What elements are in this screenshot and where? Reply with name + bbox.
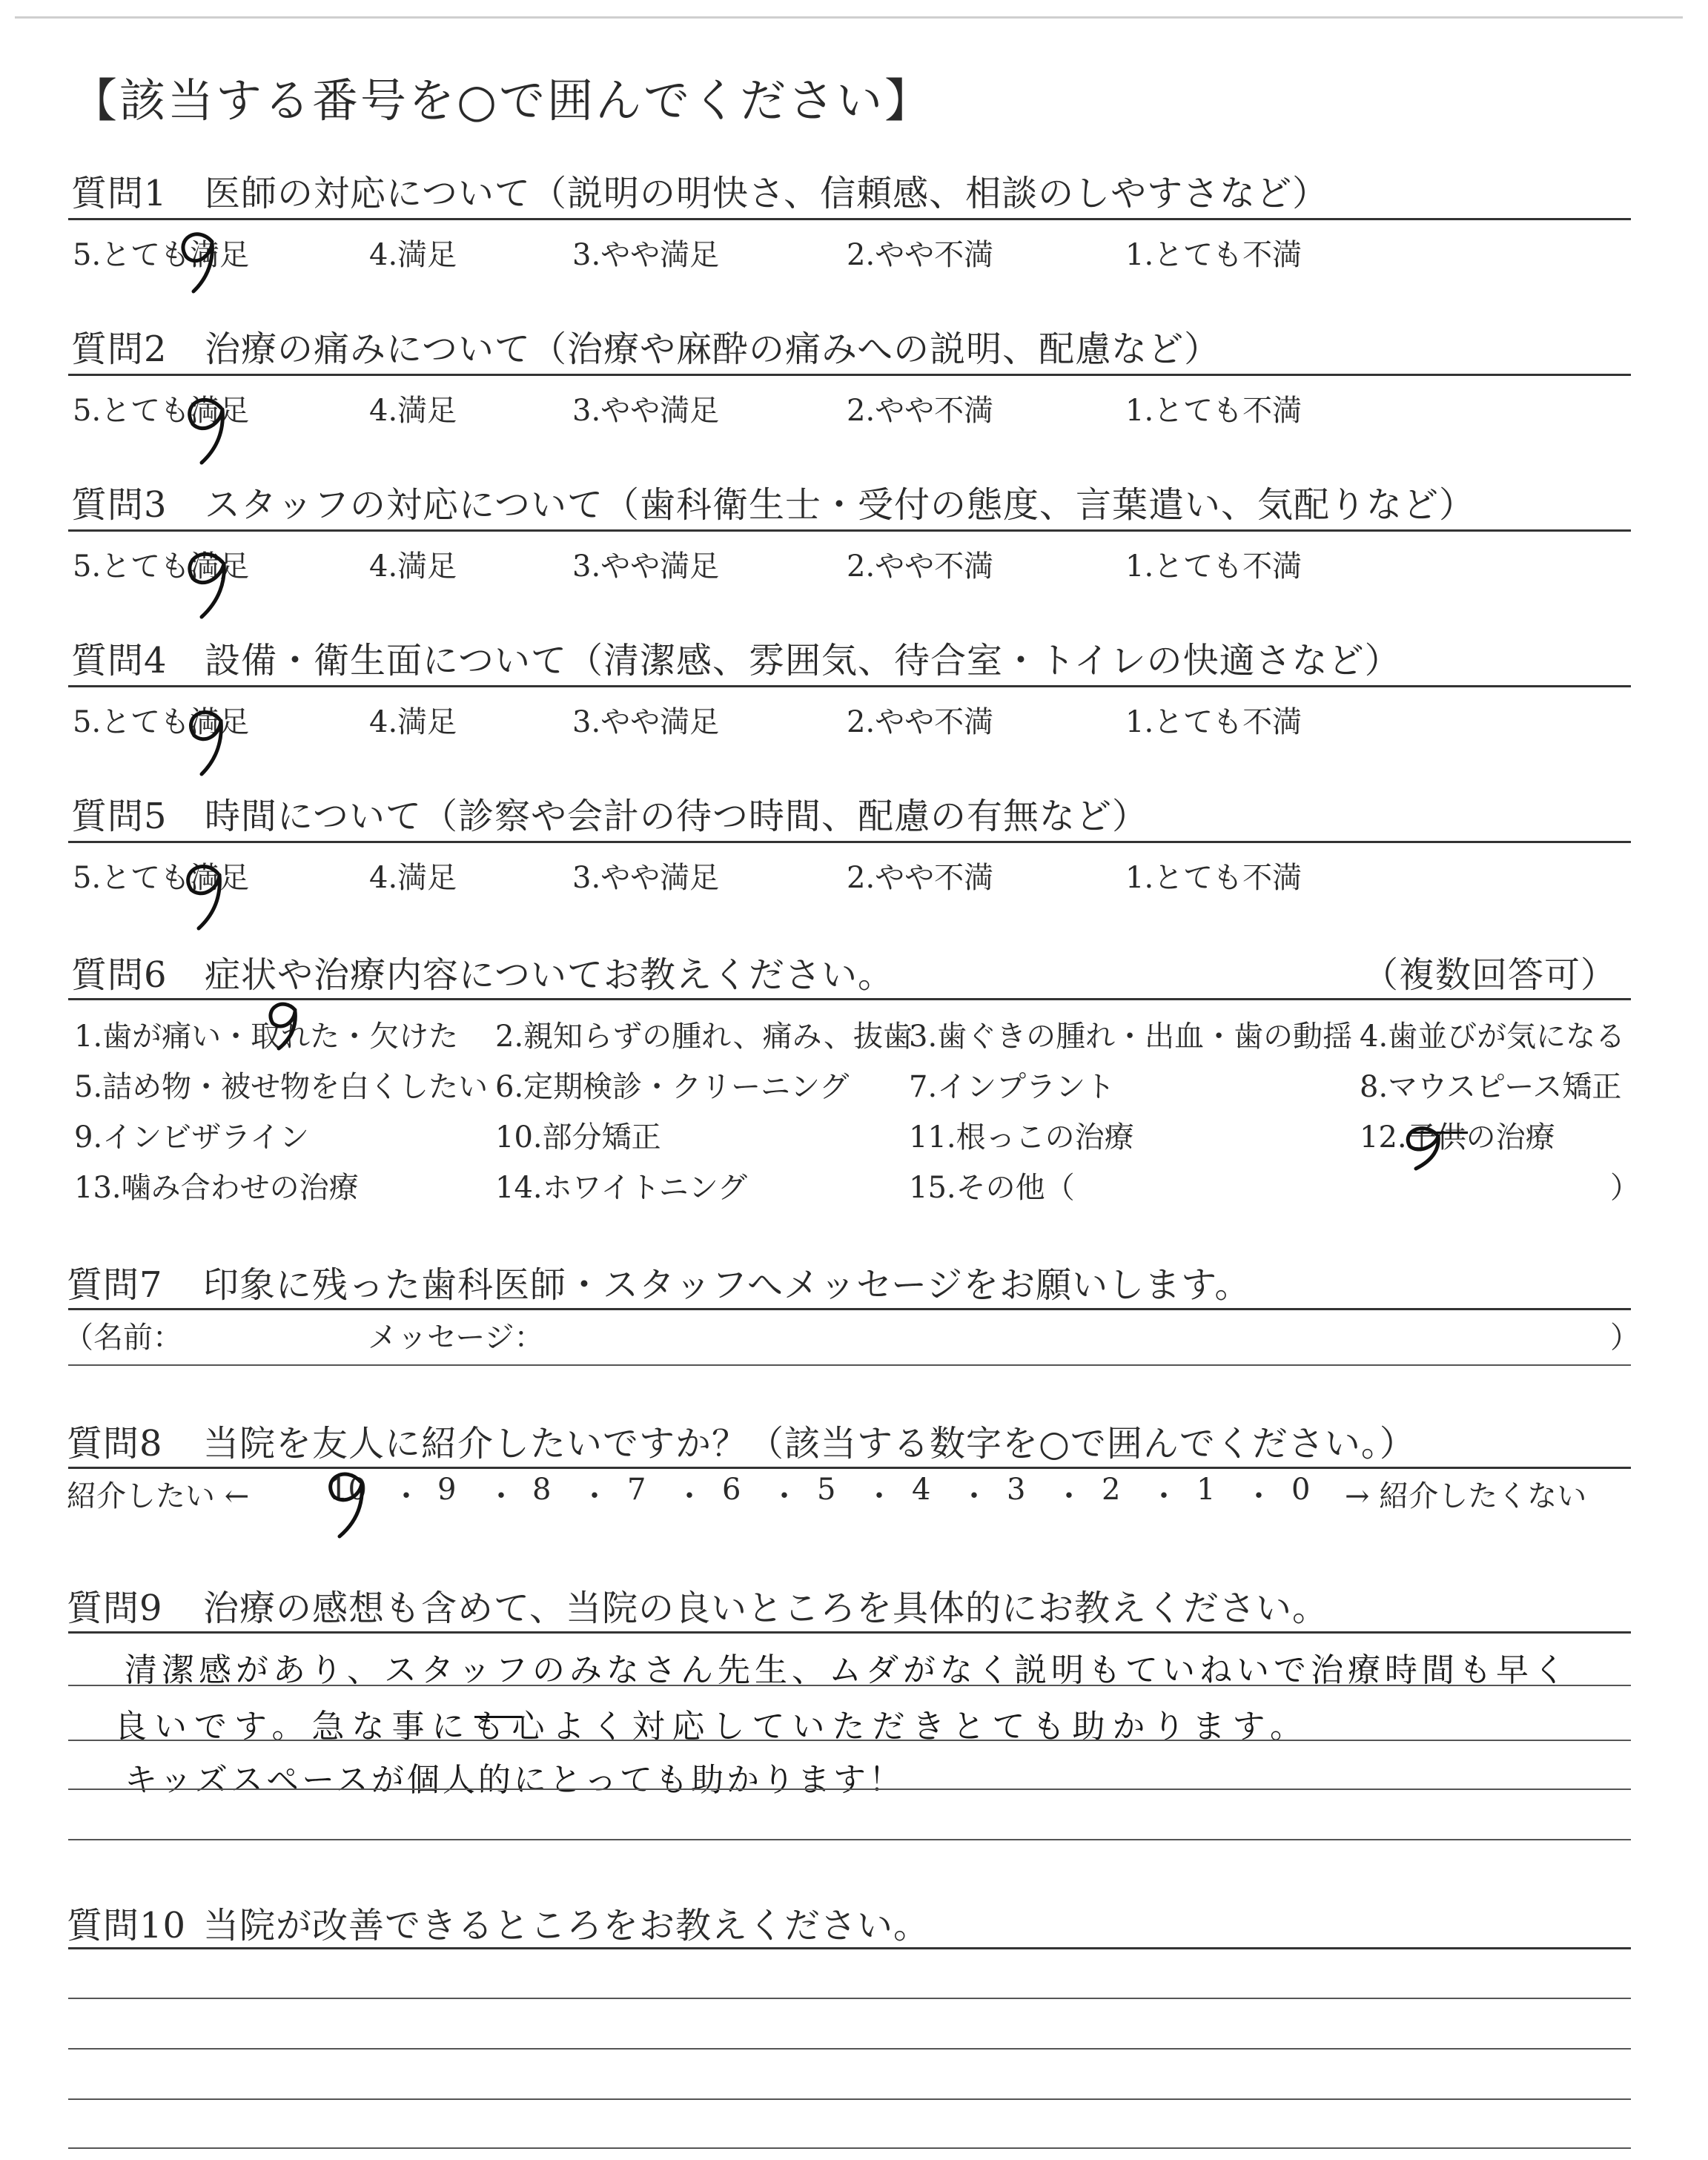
q6-option-1[interactable]: 1.歯が痛い・取れた・欠けた <box>74 1020 459 1054</box>
q2-option-2[interactable]: 2.やや不満 <box>847 394 994 428</box>
q8-scale-4[interactable]: 4 <box>912 1473 931 1507</box>
q8-separator: ・ <box>1054 1479 1084 1513</box>
q8-separator: ・ <box>864 1479 894 1513</box>
q6-option-13[interactable]: 13.噛み合わせの治療 <box>74 1171 359 1205</box>
question-2-text: 治療の痛みについて（治療や麻酔の痛みへの説明、配慮など） <box>205 328 1221 370</box>
q5-option-4[interactable]: 4.満足 <box>369 861 457 895</box>
q8-separator: ・ <box>959 1479 989 1513</box>
q10-answer-rule-2[interactable] <box>68 2048 1631 2050</box>
top-border <box>15 16 1683 19</box>
q8-separator: ・ <box>675 1479 704 1513</box>
q4-option-4[interactable]: 4.満足 <box>369 705 457 739</box>
q1-option-2[interactable]: 2.やや不満 <box>847 238 994 272</box>
q5-option-5[interactable]: 5.とても満足 <box>73 861 250 895</box>
q4-option-3[interactable]: 3.やや満足 <box>572 705 720 739</box>
q6-handwritten-mark-option-1 <box>258 994 310 1053</box>
q8-scale-3[interactable]: 3 <box>1007 1473 1026 1507</box>
q9-answer-line-3: キッズスペースが個人的にとっても助かります！ <box>125 1761 905 1799</box>
q3-option-1[interactable]: 1.とても不満 <box>1125 549 1302 584</box>
q5-option-2[interactable]: 2.やや不満 <box>847 861 994 895</box>
q9-answer-line-2: 良いです。急な事にも心よく対応していただきとても助かります。 <box>114 1708 1310 1745</box>
page-title: 【該当する番号を○で囲んでください】 <box>71 73 933 128</box>
question-3-rule <box>68 529 1631 532</box>
q3-option-3[interactable]: 3.やや満足 <box>572 549 720 584</box>
question-5-label: 質問5 <box>71 796 168 837</box>
q9-answer-rule-4[interactable] <box>68 1839 1631 1840</box>
q9-answer-rule-1[interactable] <box>68 1685 1631 1686</box>
q7-answer-line[interactable] <box>68 1364 1631 1366</box>
question-4-rule <box>68 685 1631 687</box>
question-3-label: 質問3 <box>71 484 168 526</box>
q8-scale-6[interactable]: 6 <box>722 1473 741 1507</box>
q8-handwritten-answer-mark <box>314 1459 381 1541</box>
q2-option-4[interactable]: 4.満足 <box>369 394 457 428</box>
q5-option-1[interactable]: 1.とても不満 <box>1125 861 1302 895</box>
q1-option-3[interactable]: 3.やや満足 <box>572 238 720 272</box>
question-8-text: 当院を友人に紹介したいですか？（該当する数字を○で囲んでください。） <box>203 1423 1416 1464</box>
q8-scale-10[interactable]: 10 <box>329 1473 367 1507</box>
q10-answer-rule-1[interactable] <box>68 1998 1631 1999</box>
q8-separator: ・ <box>391 1479 421 1513</box>
q6-option-10[interactable]: 10.部分矯正 <box>495 1120 661 1155</box>
q4-option-5[interactable]: 5.とても満足 <box>73 705 250 739</box>
question-6-text: 症状や治療内容についてお教えください。 <box>205 954 895 996</box>
q4-option-1[interactable]: 1.とても不満 <box>1125 705 1302 739</box>
q6-option-12[interactable]: 12.子供の治療 <box>1360 1120 1555 1155</box>
q8-left-label: 紹介したい ← <box>67 1479 250 1513</box>
q1-option-4[interactable]: 4.満足 <box>369 238 457 272</box>
q6-option-2[interactable]: 2.親知らずの腫れ、痛み、抜歯 <box>495 1020 913 1054</box>
question-2-rule <box>68 374 1631 376</box>
question-8-label: 質問8 <box>67 1423 163 1464</box>
q5-option-3[interactable]: 3.やや満足 <box>572 861 720 895</box>
question-4-label: 質問4 <box>71 640 168 681</box>
q6-option-8[interactable]: 8.マウスピース矯正 <box>1360 1070 1622 1104</box>
q6-option-15[interactable]: 15.その他（ <box>909 1171 1075 1205</box>
q8-scale-7[interactable]: 7 <box>627 1473 646 1507</box>
q6-option-6[interactable]: 6.定期検診・クリーニング <box>495 1070 850 1104</box>
question-10-rule <box>68 1947 1631 1949</box>
q1-option-1[interactable]: 1.とても不満 <box>1125 238 1302 272</box>
q1-handwritten-answer-mark <box>168 221 234 295</box>
question-3-text: スタッフの対応について（歯科衛生士・受付の態度、言葉遣い、気配りなど） <box>205 484 1476 526</box>
q2-option-1[interactable]: 1.とても不満 <box>1125 394 1302 428</box>
q10-answer-rule-3[interactable] <box>68 2098 1631 2100</box>
question-5-rule <box>68 841 1631 843</box>
q2-option-5[interactable]: 5.とても満足 <box>73 394 250 428</box>
q8-right-label: → 紹介したくない <box>1345 1479 1587 1513</box>
q10-answer-rule-4[interactable] <box>68 2147 1631 2149</box>
q7-message-label: メッセージ： <box>368 1321 544 1355</box>
q9-answer-rule-3[interactable] <box>68 1789 1631 1790</box>
q8-separator: ・ <box>1149 1479 1179 1513</box>
q8-scale-2[interactable]: 2 <box>1102 1473 1121 1507</box>
q6-option-14[interactable]: 14.ホワイトニング <box>495 1171 748 1205</box>
question-4-text: 設備・衛生面について（清潔感、雰囲気、待合室・トイレの快適さなど） <box>205 640 1401 681</box>
q2-option-3[interactable]: 3.やや満足 <box>572 394 720 428</box>
q6-option-11[interactable]: 11.根っこの治療 <box>909 1120 1134 1155</box>
q5-handwritten-answer-mark <box>172 851 246 933</box>
question-9-rule <box>68 1631 1631 1634</box>
q6-option-5[interactable]: 5.詰め物・被せ物を白くしたい <box>74 1070 489 1104</box>
q8-scale-0[interactable]: 0 <box>1291 1473 1311 1507</box>
question-6-note: （複数回答可） <box>1363 954 1618 996</box>
q3-option-4[interactable]: 4.満足 <box>369 549 457 584</box>
q7-name-label: （名前： <box>64 1321 182 1355</box>
question-2-label: 質問2 <box>71 328 168 370</box>
q6-handwritten-mark-option-12 <box>1394 1118 1460 1178</box>
question-8-rule <box>68 1467 1631 1469</box>
q8-separator: ・ <box>1244 1479 1274 1513</box>
question-1-rule <box>68 218 1631 220</box>
question-7-label: 質問7 <box>67 1264 163 1306</box>
q9-answer-line-1: 清潔感があり、スタッフのみなさん先生、ムダがなく説明もていねいで治療時間も早く <box>125 1651 1570 1689</box>
q8-separator: ・ <box>580 1479 609 1513</box>
question-7-rule <box>68 1308 1631 1310</box>
question-9-label: 質問9 <box>67 1588 163 1629</box>
q9-answer-rule-2[interactable] <box>68 1740 1631 1741</box>
q9-crossed-out-word <box>474 1716 522 1718</box>
q8-scale-9[interactable]: 9 <box>437 1473 457 1507</box>
question-10-text: 当院が改善できるところをお教えください。 <box>203 1905 930 1946</box>
q6-option-9[interactable]: 9.インビザライン <box>74 1120 309 1155</box>
q4-option-2[interactable]: 2.やや不満 <box>847 705 994 739</box>
q3-option-2[interactable]: 2.やや不満 <box>847 549 994 584</box>
question-10-label: 質問10 <box>67 1905 187 1946</box>
q6-option-3[interactable]: 3.歯ぐきの腫れ・出血・歯の動揺 <box>909 1020 1353 1054</box>
question-7-text: 印象に残った歯科医師・スタッフへメッセージをお願いします。 <box>203 1264 1251 1306</box>
question-1-text: 医師の対応について（説明の明快さ、信頼感、相談のしやすさなど） <box>205 173 1329 214</box>
q6-option-7[interactable]: 7.インプラント <box>909 1070 1116 1104</box>
question-6-label: 質問6 <box>71 954 168 996</box>
q1-option-5[interactable]: 5.とても満足 <box>73 238 250 272</box>
q8-separator: ・ <box>769 1479 799 1513</box>
question-5-text: 時間について（診察や会計の待つ時間、配慮の有無など） <box>205 796 1149 837</box>
question-1-label: 質問1 <box>71 173 168 214</box>
q3-option-5[interactable]: 5.とても満足 <box>73 549 250 584</box>
q8-scale-8[interactable]: 8 <box>532 1473 552 1507</box>
q6-option-4[interactable]: 4.歯並びが気になる <box>1360 1020 1626 1054</box>
q3-handwritten-answer-mark <box>175 540 249 621</box>
q2-handwritten-answer-mark <box>175 386 249 467</box>
q6-other-close-paren: ） <box>1610 1171 1640 1205</box>
q4-handwritten-answer-mark <box>175 697 249 779</box>
q8-scale-1[interactable]: 1 <box>1196 1473 1216 1507</box>
question-9-text: 治療の感想も含めて、当院の良いところを具体的にお教えください。 <box>203 1588 1329 1629</box>
q8-scale-5[interactable]: 5 <box>817 1473 836 1507</box>
q8-separator: ・ <box>486 1479 516 1513</box>
q6-option-12-strikethrough <box>1410 1132 1468 1134</box>
q7-close-paren: ） <box>1610 1321 1640 1355</box>
